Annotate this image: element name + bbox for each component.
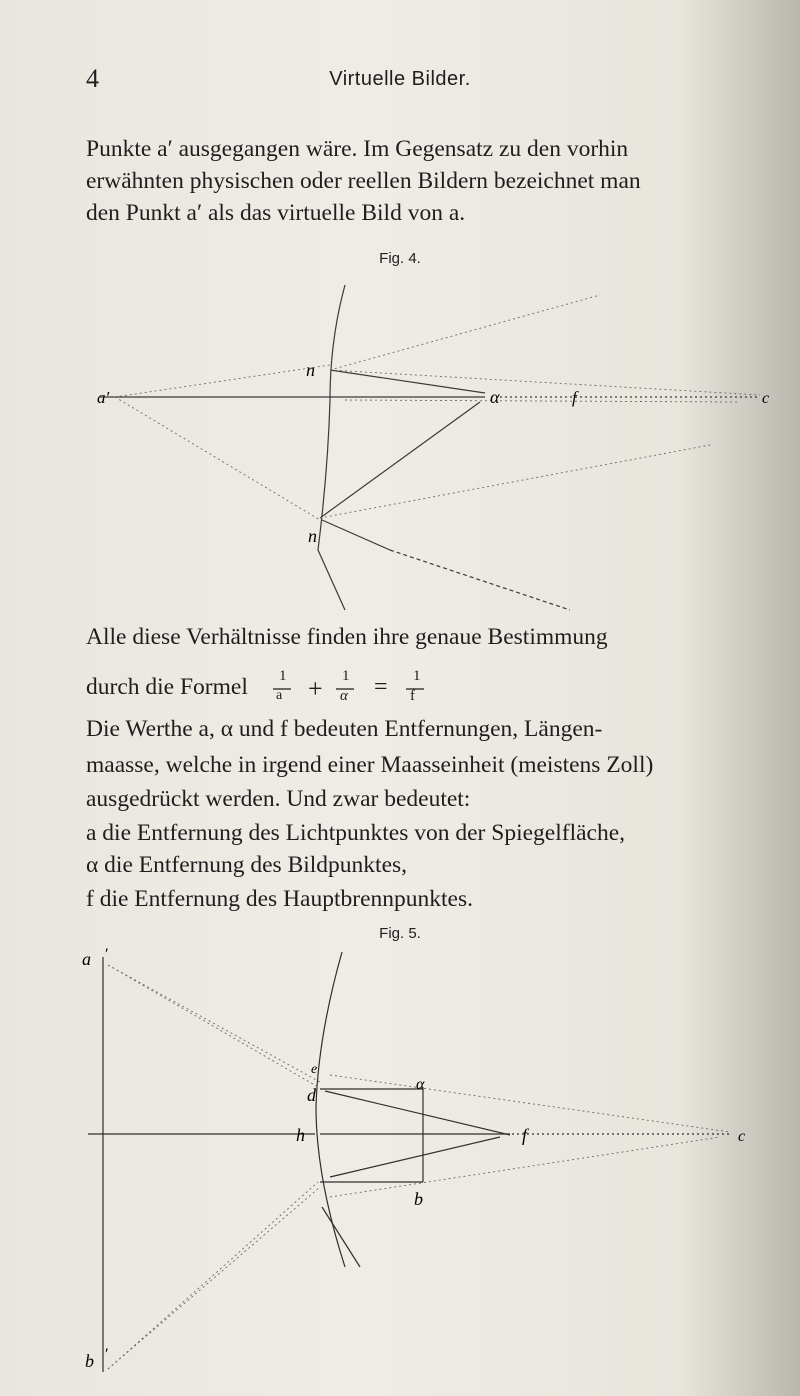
formula-plus: + xyxy=(308,674,323,703)
formula-num2: 1 xyxy=(342,668,350,684)
incident-ray-upper xyxy=(330,295,600,370)
mirror-curve xyxy=(318,285,345,610)
virtual-ray-upper xyxy=(115,365,330,397)
text-line: α die Entfernung des Bildpunktes, xyxy=(86,852,408,878)
running-head: Virtuelle Bilder. xyxy=(329,68,471,90)
formula-fraction-bars xyxy=(0,622,800,722)
label-b: b xyxy=(85,1351,94,1371)
text-line: den Punkt a′ als das virtuelle Bild von a. xyxy=(86,200,466,226)
incident-ray-upper xyxy=(330,1075,730,1132)
text-line: a die Entfernung des Lichtpunktes von der Spiegelfläche, xyxy=(86,820,626,846)
text-line: Alle diese Verhältnisse finden ihre genaue Bestimmung xyxy=(86,624,608,650)
page-number: 4 xyxy=(86,64,99,93)
formula-den2: α xyxy=(340,688,348,704)
figure-4 xyxy=(0,250,800,620)
page-header xyxy=(0,64,800,98)
label-f: f xyxy=(522,1125,528,1145)
text-line: Punkte a′ ausgegangen wäre. Im Gegensatz zu den vorhin xyxy=(86,136,629,162)
ray-lower-out xyxy=(322,520,390,550)
formula-num1: 1 xyxy=(279,668,287,684)
label-alpha: α xyxy=(416,1076,425,1093)
label-b-prime: ′ xyxy=(104,1346,108,1363)
incident-ray-lower xyxy=(320,445,710,518)
label-h: h xyxy=(296,1125,305,1145)
label-alpha: α xyxy=(490,387,500,407)
ray-b-to-mirror-2 xyxy=(108,1187,320,1369)
label-f: f xyxy=(572,388,577,407)
formula-den1: a xyxy=(276,688,283,703)
figure-4-diagram xyxy=(0,250,800,620)
label-n-top: n xyxy=(306,360,315,380)
label-n-bottom: n xyxy=(308,526,317,546)
ray-b-to-mirror xyxy=(108,1182,318,1369)
formula-equals: = xyxy=(374,674,388,700)
ray-a-to-e xyxy=(108,965,320,1082)
label-e: e xyxy=(311,1062,318,1077)
text-line: Die Werthe a, α und f bedeuten Entfernungen, Längen- xyxy=(86,716,603,742)
text-line: durch die Formel xyxy=(86,674,248,700)
text-line: ausgedrückt werden. Und zwar bedeutet: xyxy=(86,786,471,812)
text-line: erwähnten physischen oder reellen Bildern bezeichnet man xyxy=(86,168,641,194)
ray-lower-tail xyxy=(390,550,570,610)
reflected-ray-upper xyxy=(330,370,485,393)
paragraph-formula xyxy=(0,622,800,912)
label-c: c xyxy=(738,1128,746,1145)
incident-ray-axis xyxy=(345,400,740,402)
reflected-ray-upper xyxy=(325,1091,510,1135)
text-line: f die Entfernung des Hauptbrennpunktes. xyxy=(86,886,473,912)
figure-5 xyxy=(0,907,800,1377)
paragraph-virtual-image xyxy=(0,134,800,234)
formula-num3: 1 xyxy=(413,668,421,684)
formula-den3: f xyxy=(410,688,415,704)
figure-5-caption: Fig. 5. xyxy=(379,925,421,942)
label-a: a xyxy=(82,949,91,969)
ray-lower-out xyxy=(322,1207,360,1267)
incident-ray-mid xyxy=(330,370,760,395)
label-d: d xyxy=(307,1085,316,1105)
reflected-ray-lower xyxy=(320,402,480,518)
label-a-prime: a′ xyxy=(97,388,110,407)
ray-a-to-mirror xyxy=(108,965,318,1087)
label-b-image: b xyxy=(414,1189,423,1209)
label-a-prime: ′ xyxy=(104,946,108,963)
incident-ray-lower xyxy=(330,1137,720,1197)
label-c: c xyxy=(762,390,770,407)
figure-5-diagram xyxy=(0,907,800,1377)
text-line: maasse, welche in irgend einer Maasseinheit (meistens Zoll) xyxy=(86,752,654,778)
virtual-ray-lower xyxy=(115,397,320,520)
reflected-ray-lower xyxy=(330,1137,500,1177)
figure-4-caption: Fig. 4. xyxy=(379,250,421,267)
